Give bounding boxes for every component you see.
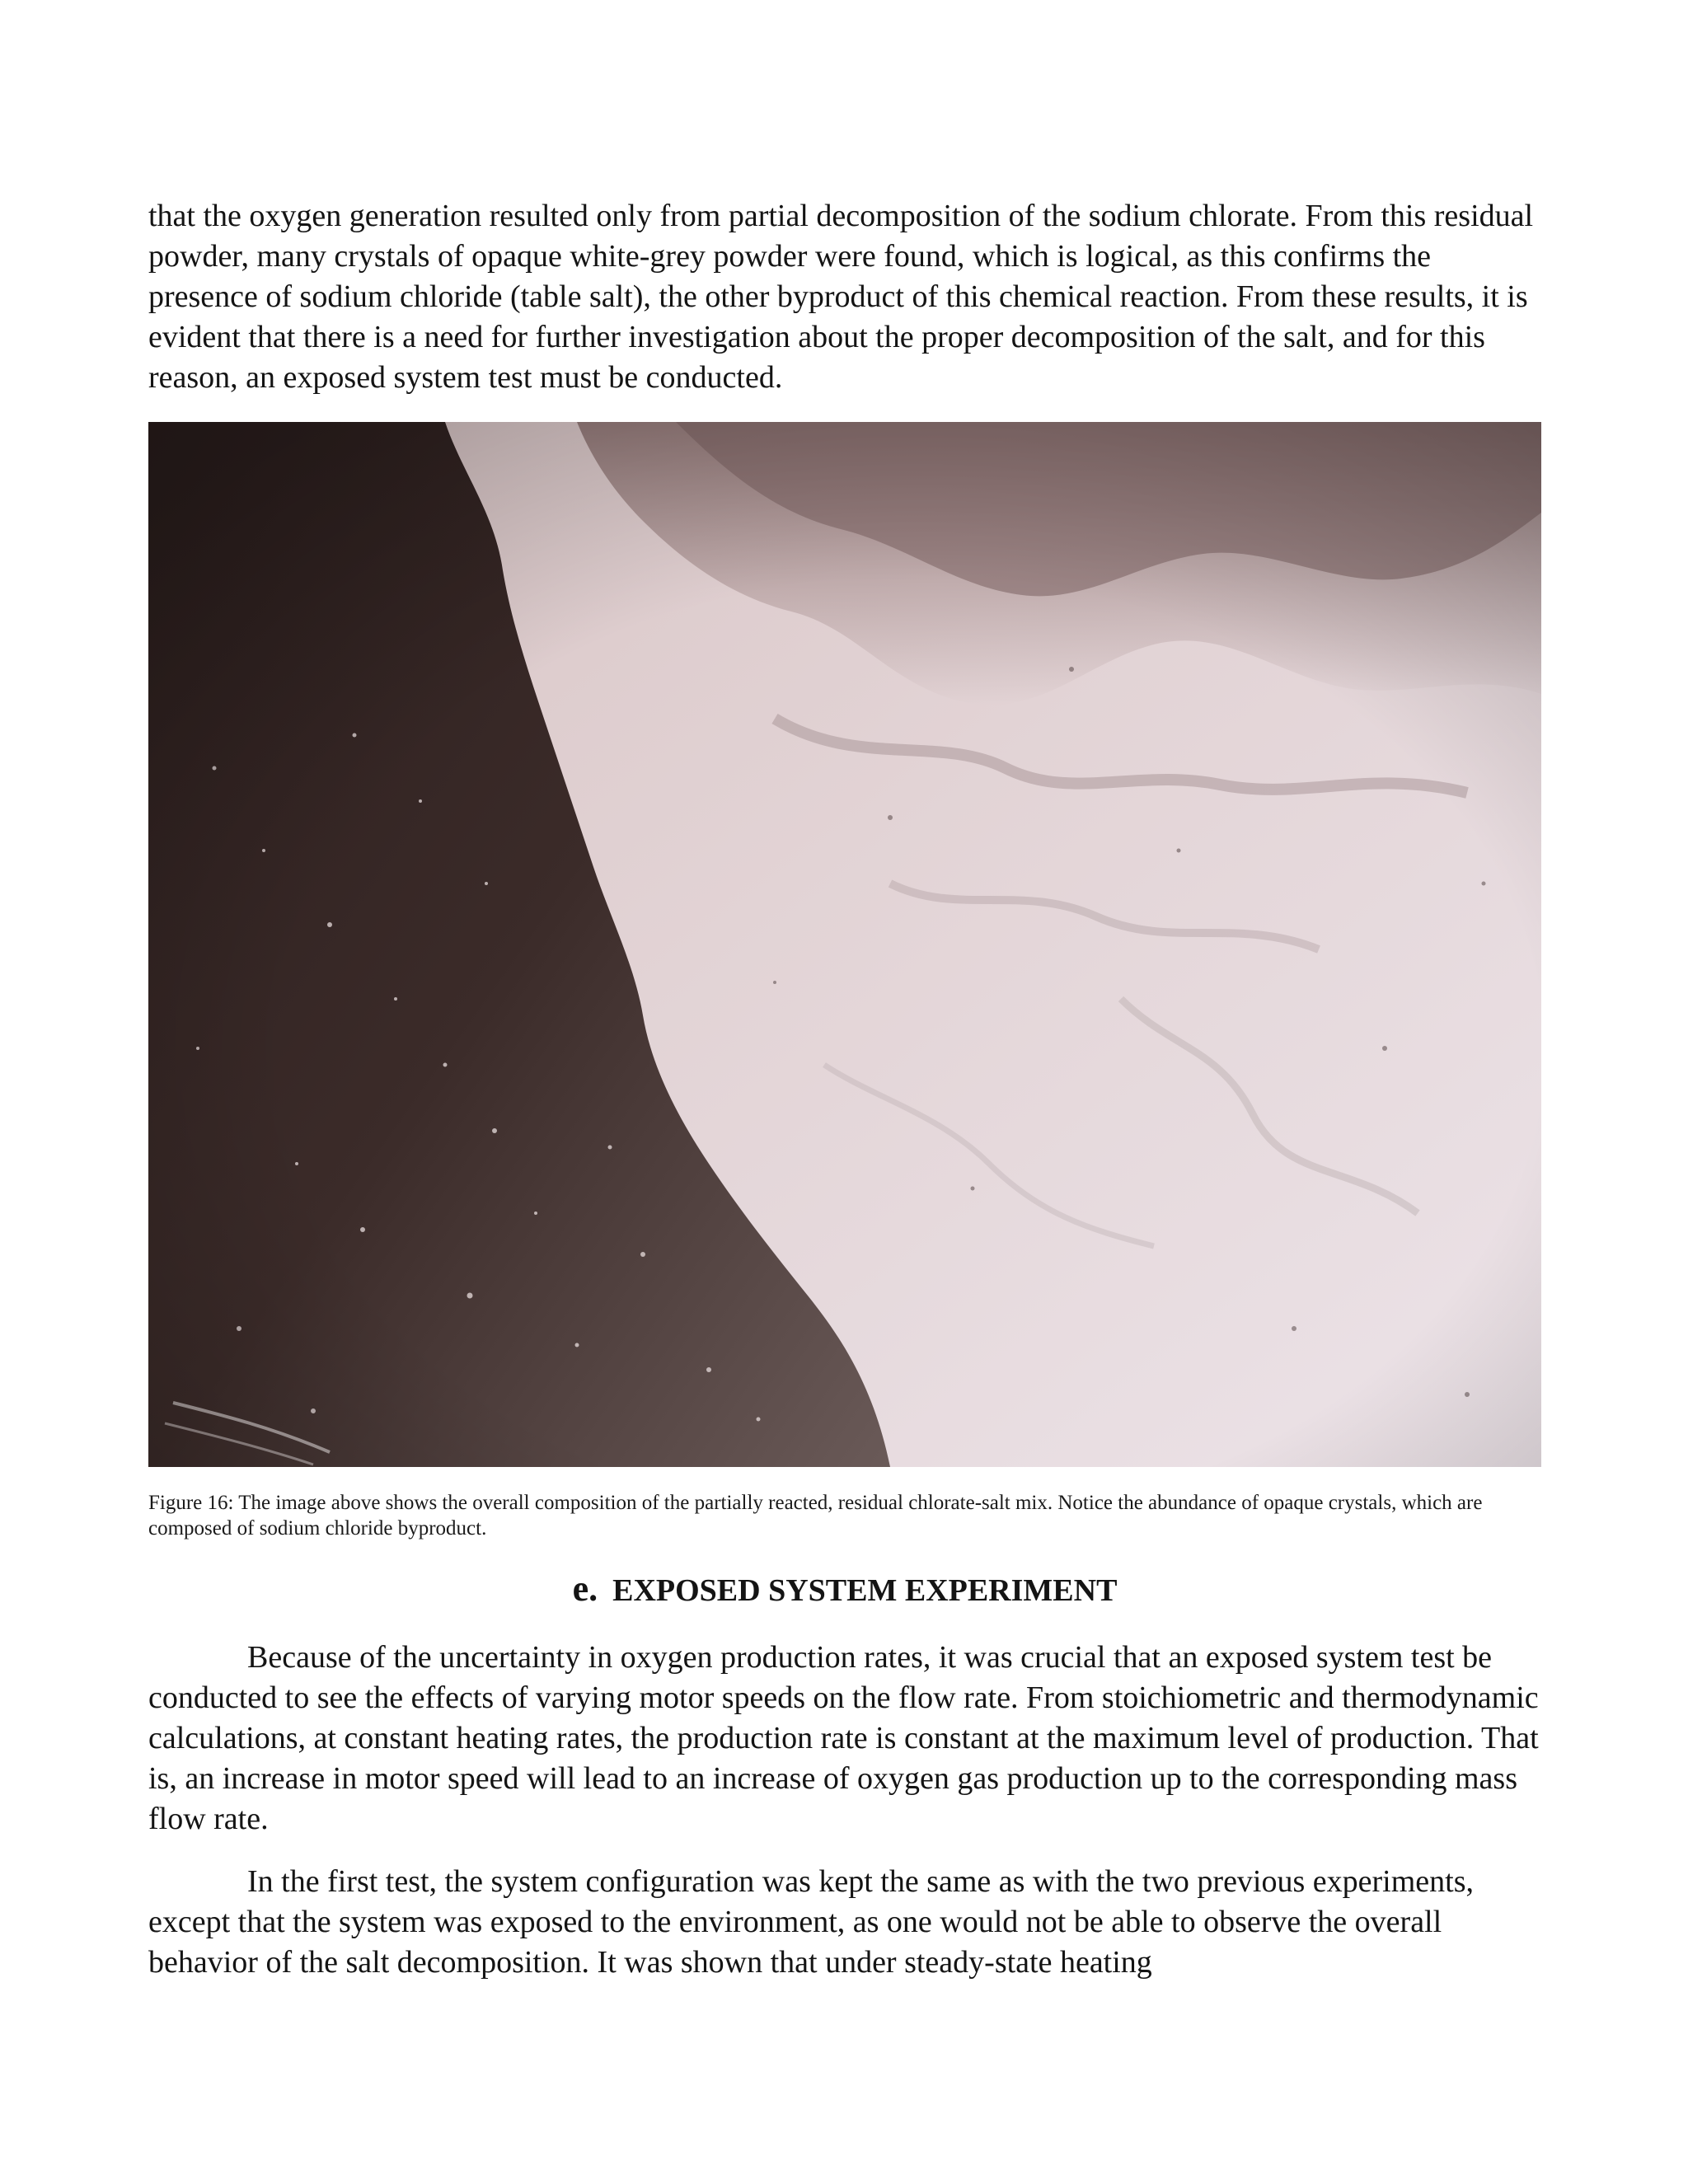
body-paragraph: In the first test, the system configuration was kept the same as with the two previous experiments, except that the system was exposed to the environment, as one would not be able to observe the overall behavior of the salt decomposition. It was shown that under steady-state heating (148, 1864, 1474, 1980)
section-letter: e. (572, 1568, 598, 1609)
section-title: EXPOSED SYSTEM EXPERIMENT (612, 1573, 1118, 1608)
body-paragraph: Because of the uncertainty in oxygen production rates, it was crucial that an exposed system test be conducted to see the effects of varying motor speeds on the flow rate. From stoichiometric and thermodynamic calculations, at constant heating rates, the production rate is constant at the maximum level of production. That is, an increase in motor speed will lead to an increase of oxygen gas production up to the corresponding mass flow rate. (148, 1640, 1539, 1836)
body-paragraph: that the oxygen generation resulted only from partial decomposition of the sodium chlorate. From this residual powder, many crystals of opaque white-grey powder were found, which is logical, as this confirms the presence of sodium chloride (table salt), the other byproduct of this chemical reaction. From these results, it is evident that there is a need for further investigation about the proper decomposition of the salt, and for this reason, an exposed system test must be conducted. (148, 199, 1534, 395)
residual-salt-photo (148, 422, 1541, 1467)
figure-caption: Figure 16: The image above shows the overall composition of the partially reacted, residual chlorate-salt mix. Notice the abundance of opaque crystals, which are composed of sodium chloride byproduct. (148, 1492, 1483, 1540)
section-heading (148, 1569, 1541, 1610)
figure-photo (148, 422, 1541, 1467)
